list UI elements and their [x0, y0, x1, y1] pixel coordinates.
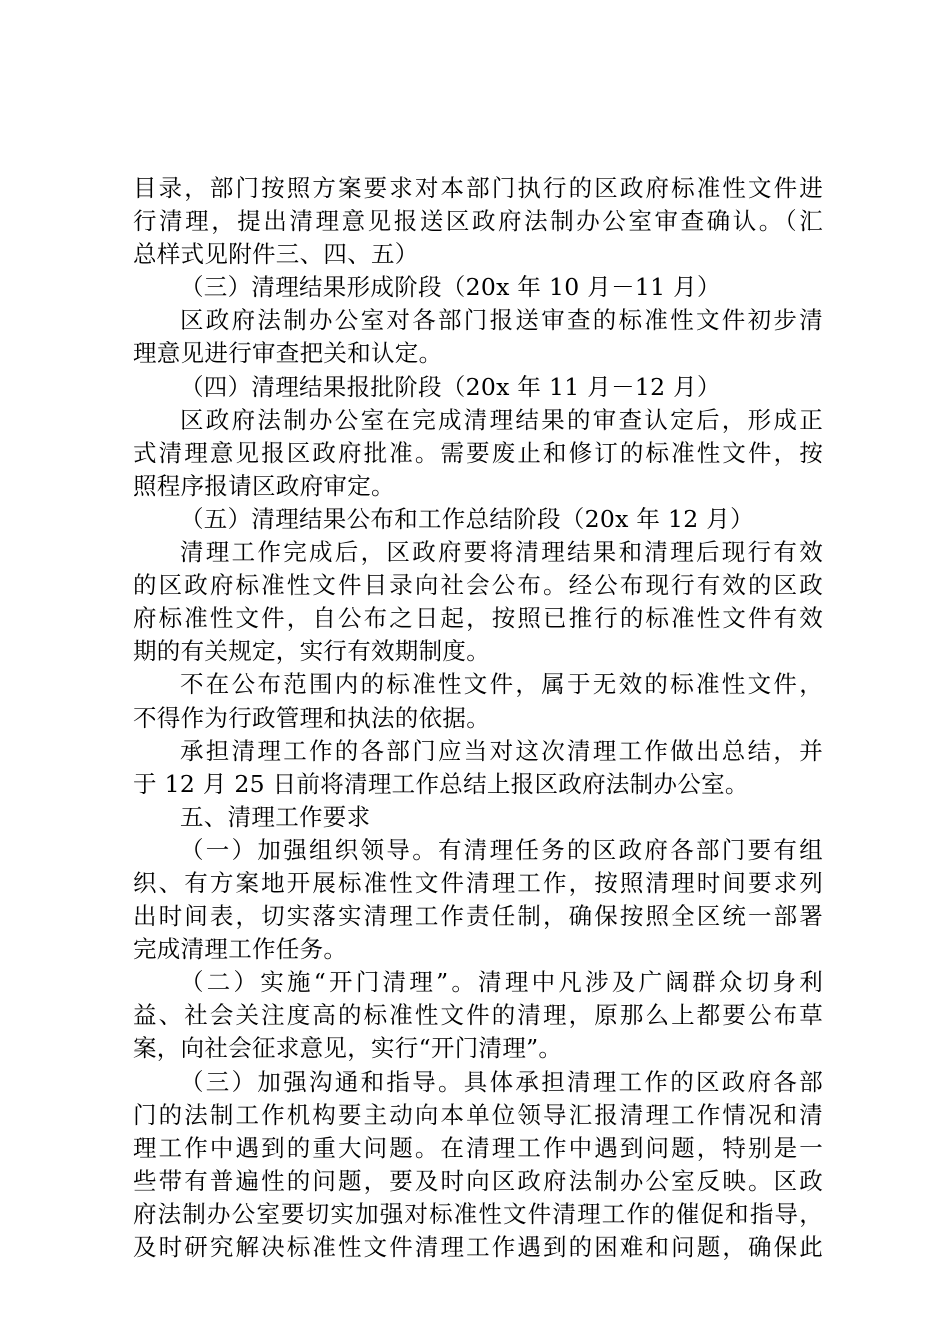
section-heading: （四）清理结果报批阶段（20x 年 11 月－12 月）	[180, 372, 721, 401]
text-line: 理意见进行审查把关和认定。	[133, 339, 443, 368]
document-page	[133, 172, 823, 1264]
text-line: 门的法制工作机构要主动向本单位领导汇报清理工作情况和清	[133, 1100, 823, 1129]
text-line: 完成清理工作任务。	[133, 935, 348, 964]
text-line: 区政府法制办公室在完成清理结果的审查认定后，形成正	[180, 405, 823, 434]
text-line: 府标准性文件，自公布之日起，按照已推行的标准性文件有效	[133, 604, 823, 633]
text-line: 些带有普遍性的问题，要及时向区政府法制办公室反映。区政	[133, 1166, 823, 1195]
section-heading: （三）清理结果形成阶段（20x 年 10 月－11 月）	[180, 273, 721, 302]
section-heading: （五）清理结果公布和工作总结阶段（20x 年 12 月）	[180, 504, 754, 533]
text-line: 及时研究解决标准性文件清理工作遇到的困难和问题，确保此	[133, 1233, 823, 1261]
text-line: 照程序报请区政府审定。	[133, 471, 395, 500]
text-line: 清理工作完成后，区政府要将清理结果和清理后现行有效	[180, 538, 823, 567]
text-line: 区政府法制办公室对各部门报送审查的标准性文件初步清	[180, 306, 823, 335]
text-line: 益、社会关注度高的标准性文件的清理，原那么上都要公布草	[133, 1001, 823, 1030]
text-line: 期的有关规定，实行有效期制度。	[133, 637, 490, 666]
text-line: 理工作中遇到的重大问题。在清理工作中遇到问题，特别是一	[133, 1133, 823, 1162]
text-line: 不在公布范围内的标准性文件，属于无效的标准性文件，	[180, 670, 823, 699]
text-line: （三）加强沟通和指导。具体承担清理工作的区政府各部	[180, 1067, 823, 1096]
text-line: 的区政府标准性文件目录向社会公布。经公布现行有效的区政	[133, 571, 823, 600]
text-line: 承担清理工作的各部门应当对这次清理工作做出总结，并	[180, 736, 823, 765]
text-line: 行清理，提出清理意见报送区政府法制办公室审查确认。（汇	[133, 207, 823, 236]
text-line: （二）实施“开门清理”。清理中凡涉及广阔群众切身利	[180, 968, 823, 997]
text-line: 总样式见附件三、四、五）	[133, 240, 419, 269]
text-line: 不得作为行政管理和执法的依据。	[133, 703, 490, 732]
text-line: 府法制办公室要切实加强对标准性文件清理工作的催促和指导，	[133, 1199, 823, 1228]
text-line: 出时间表，切实落实清理工作责任制，确保按照全区统一部署	[133, 902, 823, 931]
text-line: 案，向社会征求意见，实行“开门清理”。	[133, 1034, 563, 1063]
text-line: 目录，部门按照方案要求对本部门执行的区政府标准性文件进	[133, 174, 823, 202]
text-line: 织、有方案地开展标准性文件清理工作，按照清理时间要求列	[133, 868, 823, 897]
text-line: 于 12 月 25 日前将清理工作总结上报区政府法制办公室。	[133, 769, 749, 798]
section-heading: 五、清理工作要求	[180, 802, 371, 831]
text-line: 式清理意见报区政府批准。需要废止和修订的标准性文件，按	[133, 438, 823, 467]
text-line: （一）加强组织领导。有清理任务的区政府各部门要有组	[180, 835, 823, 864]
